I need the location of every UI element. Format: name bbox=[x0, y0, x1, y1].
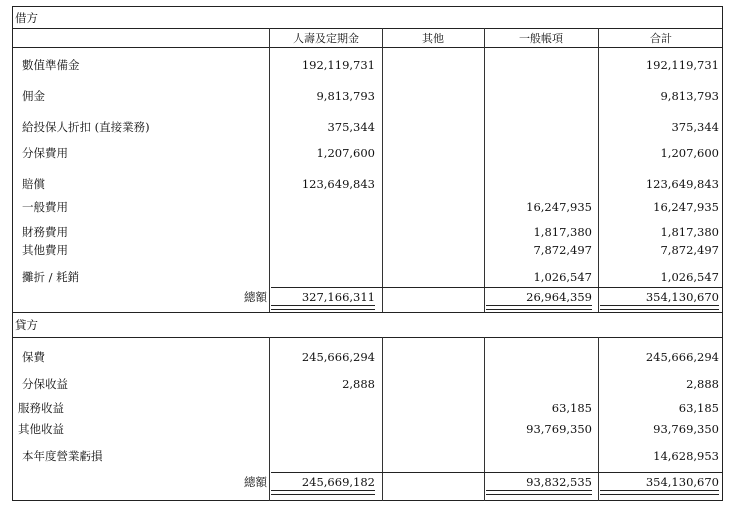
cell-value: 9,813,793 bbox=[316, 89, 375, 103]
cell-value: 245,666,294 bbox=[645, 350, 719, 364]
cell-value: 63,185 bbox=[551, 401, 592, 415]
row-label: 給投保人折扣 (直接業務) bbox=[22, 120, 150, 134]
cell-value: 63,185 bbox=[678, 401, 719, 415]
cell-value: 16,247,935 bbox=[526, 200, 592, 214]
double-underline bbox=[486, 305, 592, 310]
row-label: 財務費用 bbox=[22, 225, 68, 239]
row-label: 賠償 bbox=[22, 177, 45, 191]
row-label: 分保費用 bbox=[22, 146, 68, 160]
cell-value: 1,026,547 bbox=[660, 270, 719, 284]
double-underline bbox=[486, 490, 592, 495]
cell-value: 375,344 bbox=[327, 120, 375, 134]
row-label: 分保收益 bbox=[22, 377, 68, 391]
total-label: 總額 bbox=[244, 290, 267, 304]
cell-value: 375,344 bbox=[671, 120, 719, 134]
row-label: 保費 bbox=[22, 350, 45, 364]
row-label: 攤折 / 耗銷 bbox=[22, 270, 80, 284]
cell-value: 192,119,731 bbox=[645, 58, 719, 72]
col-divider bbox=[382, 337, 383, 501]
cell-value: 14,628,953 bbox=[653, 449, 719, 463]
double-underline bbox=[600, 490, 719, 495]
cell-value: 16,247,935 bbox=[653, 200, 719, 214]
cell-value: 192,119,731 bbox=[301, 58, 375, 72]
cell-value: 123,649,843 bbox=[645, 177, 719, 191]
col-divider bbox=[484, 337, 485, 501]
row-label: 佣金 bbox=[22, 89, 45, 103]
cell-value: 245,666,294 bbox=[301, 350, 375, 364]
credit-section-title: 貸方 bbox=[15, 318, 38, 332]
cell-value: 123,649,843 bbox=[301, 177, 375, 191]
row-label: 一般費用 bbox=[22, 200, 68, 214]
col-divider bbox=[269, 28, 270, 312]
total-value: 327,166,311 bbox=[301, 290, 375, 304]
cell-value: 7,872,497 bbox=[660, 243, 719, 257]
cell-value: 1,817,380 bbox=[660, 225, 719, 239]
row-label: 本年度營業虧損 bbox=[22, 449, 103, 463]
cell-value: 1,207,600 bbox=[316, 146, 375, 160]
double-underline bbox=[271, 305, 375, 310]
row-label: 服務收益 bbox=[18, 401, 64, 415]
total-value: 245,669,182 bbox=[301, 475, 375, 489]
double-underline bbox=[600, 305, 719, 310]
section-divider bbox=[12, 312, 723, 313]
col-divider bbox=[598, 337, 599, 501]
cell-value: 1,207,600 bbox=[660, 146, 719, 160]
cell-value: 2,888 bbox=[686, 377, 719, 391]
row-label: 數值準備金 bbox=[22, 58, 80, 72]
col-divider bbox=[598, 28, 599, 312]
col-divider bbox=[382, 28, 383, 312]
cell-value: 1,817,380 bbox=[533, 225, 592, 239]
total-value: 354,130,670 bbox=[645, 290, 719, 304]
total-value: 93,832,535 bbox=[526, 475, 592, 489]
row-label: 其他收益 bbox=[18, 422, 64, 436]
col-divider bbox=[269, 337, 270, 501]
total-value: 26,964,359 bbox=[526, 290, 592, 304]
col-header-general: 一般帳項 bbox=[519, 32, 563, 45]
header-rule bbox=[12, 47, 723, 48]
cell-value: 7,872,497 bbox=[533, 243, 592, 257]
total-value: 354,130,670 bbox=[645, 475, 719, 489]
col-header-total: 合計 bbox=[650, 32, 672, 45]
row-label: 其他費用 bbox=[22, 243, 68, 257]
credit-title-rule bbox=[12, 337, 723, 338]
col-divider bbox=[484, 28, 485, 312]
total-top-rule bbox=[271, 287, 723, 288]
total-top-rule bbox=[271, 472, 723, 473]
cell-value: 2,888 bbox=[342, 377, 375, 391]
cell-value: 93,769,350 bbox=[653, 422, 719, 436]
col-header-other: 其他 bbox=[422, 32, 444, 45]
debit-section-title: 借方 bbox=[15, 11, 38, 25]
cell-value: 9,813,793 bbox=[660, 89, 719, 103]
total-label: 總額 bbox=[244, 475, 267, 489]
col-header-life: 人壽及定期金 bbox=[293, 32, 359, 45]
double-underline bbox=[271, 490, 375, 495]
cell-value: 93,769,350 bbox=[526, 422, 592, 436]
cell-value: 1,026,547 bbox=[533, 270, 592, 284]
debit-title-rule bbox=[12, 28, 723, 29]
